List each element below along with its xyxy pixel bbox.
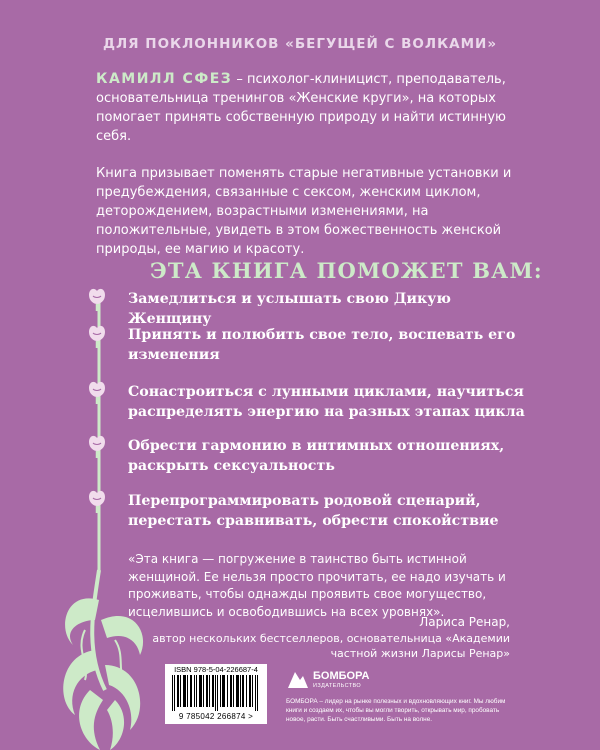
isbn-number: ISBN 978-5-04-226687-4 — [174, 665, 258, 674]
quote-author-role: автор нескольких бестселлеров, основательница «Академии частной жизни Ларисы Ренар» — [152, 632, 510, 660]
header-tagline: ДЛЯ ПОКЛОННИКОВ «БЕГУЩЕЙ С ВОЛКАМИ» — [102, 36, 498, 52]
benefit-item: Обрести гармонию в интимных отношениях, раскрыть сексуальность — [128, 438, 505, 474]
publisher-subtitle: ИЗДАТЕЛЬСТВО — [313, 683, 362, 689]
isbn-barcode — [165, 664, 267, 724]
flower-bullet-icon — [86, 432, 108, 458]
publisher-name: БОМБОРА — [313, 670, 370, 682]
barcode-digits: 9 785042 266874 > — [178, 712, 254, 721]
benefit-item: Принять и полюбить свое тело, воспевать его изменения — [128, 327, 516, 363]
benefit-item: Перепрограммировать родовой сценарий, перестать сравнивать, обрести спокойствие — [128, 493, 499, 529]
benefits-heading: ЭТА КНИГА ПОМОЖЕТ ВАМ: — [150, 258, 543, 283]
author-bio-text: – психолог-клиницист, преподаватель, основательница тренингов «Женские круги», на которых помогает принять собственную природу и найти истинную себя. — [96, 72, 506, 144]
author-bio — [96, 70, 526, 146]
author-name: КАМИЛЛ СФЕЗ — [96, 71, 233, 87]
flower-bullet-icon — [86, 322, 108, 348]
barcode-icon — [172, 675, 260, 711]
book-description: Книга призывает поменять старые негативные установки и предубеждения, связанные с сексом, женским циклом, деторождением, возрастными изменениями, на положительные, увидеть в этом божественность женской природы, ее магию и красоту. — [96, 166, 512, 257]
publisher-logo-icon — [286, 668, 310, 690]
benefit-item: Замедлиться и услышать свою Дикую Женщину — [128, 291, 451, 327]
flower-bullet-icon — [86, 487, 108, 513]
review-quote: «Эта книга — погружение в таинство быть истинной женщиной. Ее нельзя просто прочитать, ее надо изучать и проживать, чтобы однажды проявить свое могущество, исцелившись и освободившись на всех уровнях». — [128, 552, 506, 619]
flower-bullet-icon — [86, 285, 108, 311]
flower-bullet-icon — [86, 378, 108, 404]
quote-author: Лариса Ренар, — [419, 615, 510, 629]
benefit-item: Сонастроиться с лунными циклами, научиться распределять энергию на разных этапах цикла — [128, 384, 525, 420]
publisher-slogan: БОМБОРА – лидер на рынке полезных и вдохновляющих книг. Мы любим книги и создаем их, чтобы вы могли творить, открывать мир, пробовать новое, расти. Быть счастливыми. Быть на волне. — [286, 698, 506, 723]
